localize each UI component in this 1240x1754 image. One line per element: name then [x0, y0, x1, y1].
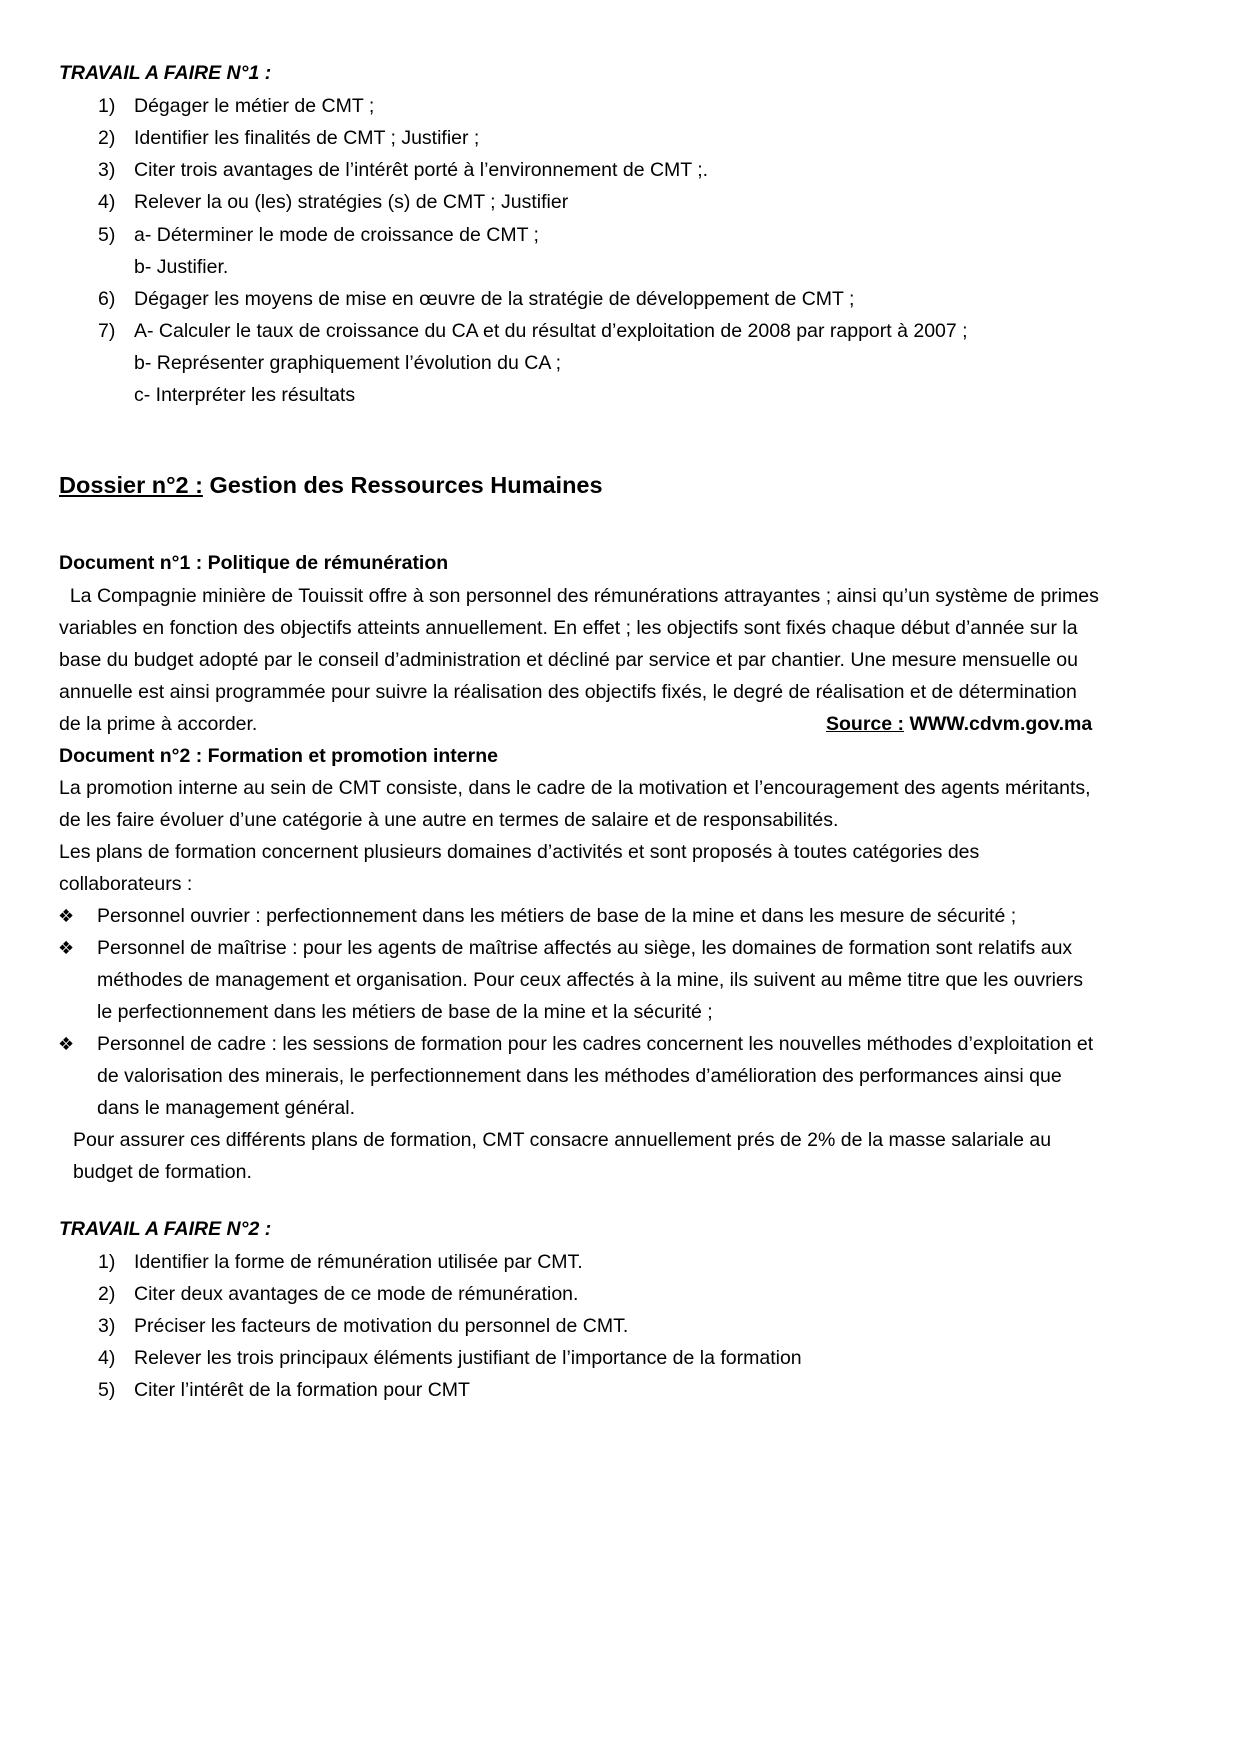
list-number: 5) — [98, 1379, 116, 1401]
travail1-heading: TRAVAIL A FAIRE N°1 : — [59, 62, 272, 84]
doc1-line: de la prime à accorder. — [59, 713, 258, 735]
bullet-line: méthodes de management et organisation. Pour ceux affectés à la mine, ils suivent au même titre que les ouvriers — [97, 969, 1083, 991]
list-number: 7) — [98, 320, 116, 342]
doc2-title: Document n°2 : Formation et promotion interne — [59, 745, 498, 767]
bullet-line: de valorisation des minerais, le perfectionnement dans les méthodes d’amélioration des performances ainsi que — [97, 1065, 1062, 1087]
list-item-continuation: c- Interpréter les résultats — [134, 384, 356, 406]
dossier2-label: Dossier n°2 : — [59, 472, 203, 498]
list-item: a- Déterminer le mode de croissance de CMT ; — [134, 224, 539, 246]
doc2-line: collaborateurs : — [59, 873, 193, 895]
list-number: 4) — [98, 191, 116, 213]
dossier2-title: Gestion des Ressources Humaines — [202, 472, 603, 498]
source-value: WWW.cdvm.gov.ma — [904, 713, 1093, 735]
doc1-line: base du budget adopté par le conseil d’administration et décliné par service et par chantier. Une mesure mensuelle ou — [59, 649, 1078, 671]
list-item-continuation: b- Justifier. — [134, 256, 229, 278]
list-item: Citer trois avantages de l’intérêt porté à l’environnement de CMT ;. — [134, 159, 709, 181]
doc2-line: La promotion interne au sein de CMT consiste, dans le cadre de la motivation et l’encouragement des agents méritants, — [59, 777, 1091, 799]
list-number: 3) — [98, 1315, 116, 1337]
bullet-line: le perfectionnement dans les métiers de base de la mine et la sécurité ; — [97, 1001, 713, 1023]
doc2-line: de les faire évoluer d’une catégorie à une autre en termes de salaire et de responsabilités. — [59, 809, 839, 831]
diamond-bullet-icon: ❖ — [58, 1034, 75, 1054]
list-number: 6) — [98, 288, 116, 310]
diamond-bullet-icon: ❖ — [58, 906, 75, 926]
list-number: 1) — [98, 95, 116, 117]
list-item-continuation: b- Représenter graphiquement l’évolution du CA ; — [134, 352, 562, 374]
list-item: Préciser les facteurs de motivation du personnel de CMT. — [134, 1315, 629, 1337]
list-item: Citer deux avantages de ce mode de rémunération. — [134, 1283, 579, 1305]
bullet-line: Personnel de maîtrise : pour les agents de maîtrise affectés au siège, les domaines de formation sont relatifs aux — [97, 937, 1073, 959]
closing-line: Pour assurer ces différents plans de formation, CMT consacre annuellement prés de 2% de la masse salariale au — [73, 1129, 1052, 1151]
doc1-line: variables en fonction des objectifs atteints annuellement. En effet ; les objectifs sont fixés chaque début d’année sur la — [59, 617, 1078, 639]
travail2-heading: TRAVAIL A FAIRE N°2 : — [59, 1218, 272, 1240]
list-item: Identifier la forme de rémunération utilisée par CMT. — [134, 1251, 583, 1273]
list-item: Dégager les moyens de mise en œuvre de la stratégie de développement de CMT ; — [134, 288, 855, 310]
diamond-bullet-icon: ❖ — [58, 938, 75, 958]
closing-line: budget de formation. — [73, 1161, 252, 1183]
doc1-title: Document n°1 : Politique de rémunération — [59, 552, 449, 574]
list-item: A- Calculer le taux de croissance du CA et du résultat d’exploitation de 2008 par rapport à 2007 ; — [134, 320, 968, 342]
list-item: Dégager le métier de CMT ; — [134, 95, 375, 117]
list-number: 4) — [98, 1347, 116, 1369]
list-item: Identifier les finalités de CMT ; Justifier ; — [134, 127, 480, 149]
bullet-line: dans le management général. — [97, 1097, 356, 1119]
list-item: Relever la ou (les) stratégies (s) de CMT ; Justifier — [134, 191, 569, 213]
list-number: 2) — [98, 1283, 116, 1305]
list-number: 5) — [98, 224, 116, 246]
source-label: Source : — [826, 713, 905, 735]
list-number: 3) — [98, 159, 116, 181]
list-number: 1) — [98, 1251, 116, 1273]
bullet-line: Personnel de cadre : les sessions de formation pour les cadres concernent les nouvelles méthodes d’exploitation et — [97, 1033, 1094, 1055]
doc1-line: La Compagnie minière de Touissit offre à son personnel des rémunérations attrayantes ; ainsi qu’un système de primes — [59, 585, 1099, 607]
doc1-source — [826, 713, 1092, 736]
list-item: Relever les trois principaux éléments justifiant de l’importance de la formation — [134, 1347, 802, 1369]
dossier2-heading — [59, 472, 603, 499]
doc2-line: Les plans de formation concernent plusieurs domaines d’activités et sont proposés à toutes catégories des — [59, 841, 980, 863]
list-number: 2) — [98, 127, 116, 149]
doc1-line: annuelle est ainsi programmée pour suivre la réalisation des objectifs fixés, le degré de réalisation et de détermination — [59, 681, 1077, 703]
list-item: Citer l’intérêt de la formation pour CMT — [134, 1379, 470, 1401]
bullet-line: Personnel ouvrier : perfectionnement dans les métiers de base de la mine et dans les mesure de sécurité ; — [97, 905, 1017, 927]
